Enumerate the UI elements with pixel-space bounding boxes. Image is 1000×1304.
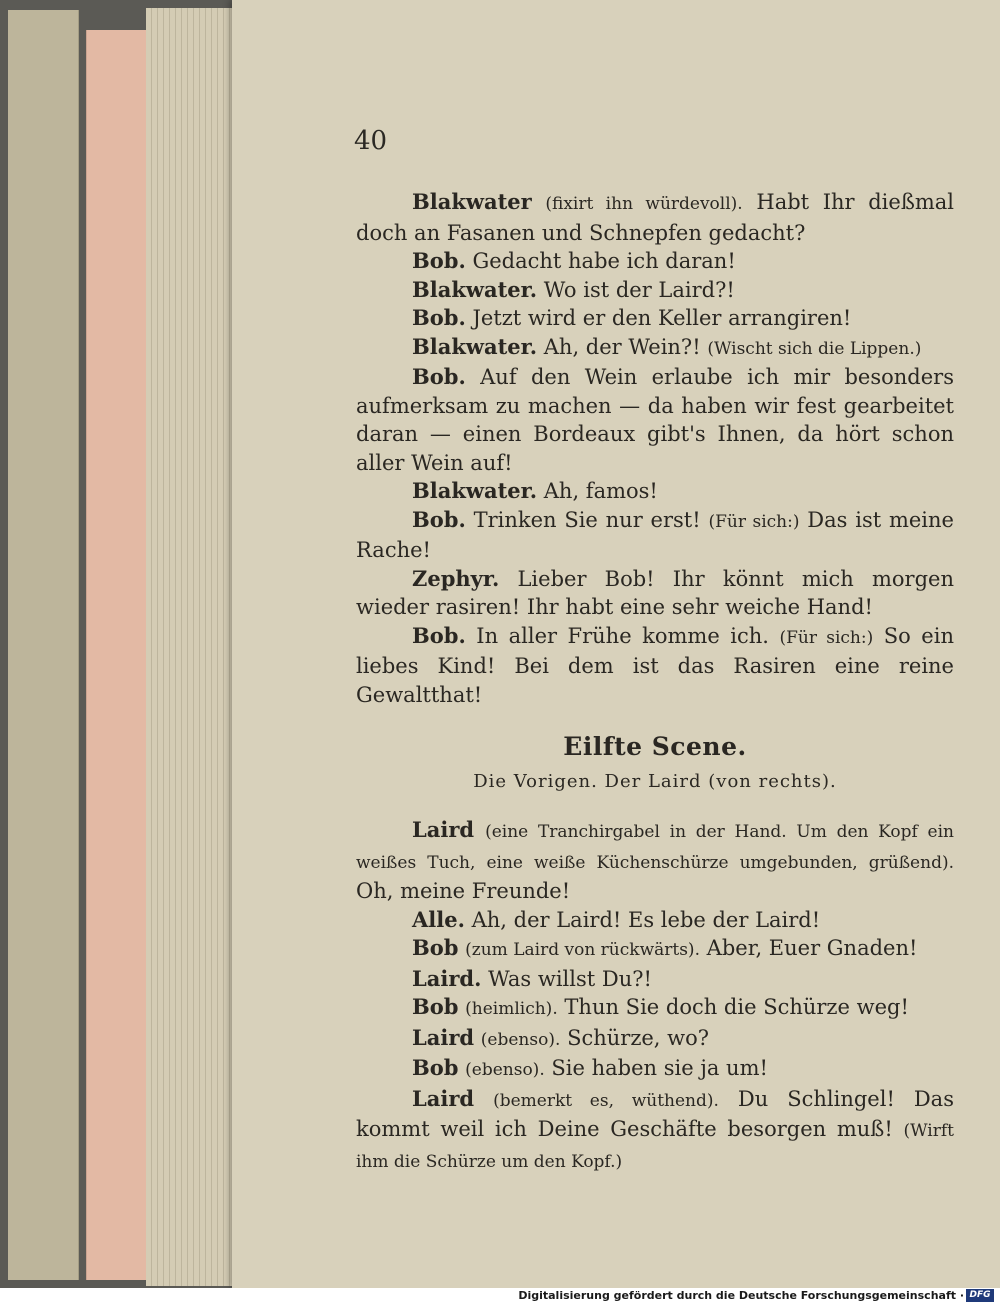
speaker-name: Bob. — [412, 305, 466, 330]
dialogue-text: Ah, famos! — [543, 479, 658, 503]
dialogue-line — [356, 506, 954, 565]
page-number: 40 — [354, 126, 388, 156]
stage-direction: (zum Laird von rückwärts). — [465, 940, 700, 960]
speaker-name: Laird — [412, 817, 475, 842]
dialogue-text: Trinken Sie nur erst! — [473, 507, 701, 532]
speaker-name: Blakwater. — [412, 333, 538, 359]
speaker-name: Laird — [412, 1024, 475, 1050]
speaker-name: Bob. — [412, 364, 466, 389]
stage-direction: (Für sich:) — [708, 511, 800, 532]
dialogue-line — [356, 622, 954, 710]
dialogue-line — [356, 906, 954, 935]
scene-cast: Die Vorigen. Der Laird (von rechts). — [473, 770, 837, 792]
speaker-name: Bob. — [412, 248, 466, 273]
dialogue-text: Schürze, wo? — [567, 1025, 710, 1050]
endpaper — [86, 30, 148, 1280]
cover-board — [8, 10, 79, 1280]
dialogue-line — [356, 1024, 954, 1055]
dialogue-text: Was willst Du?! — [488, 966, 652, 991]
dialogue-text: Thun Sie doch die Schürze weg! — [564, 995, 909, 1019]
stage-direction: (Wirft ihm die Schürze um den Kopf.) — [356, 1121, 954, 1172]
stage-direction: (heimlich). — [465, 999, 558, 1019]
stage-direction: (Für sich:) — [779, 627, 874, 648]
stage-direction: (Wischt sich die Lippen.) — [707, 338, 922, 359]
speaker-name: Bob — [412, 935, 459, 960]
speaker-name: Bob — [412, 994, 459, 1019]
play-text — [356, 188, 954, 1176]
dialogue-text: Das ist meine Rache! — [356, 507, 954, 562]
dialogue-text: In aller Frühe komme ich. — [476, 623, 769, 648]
dialogue-line — [356, 247, 954, 276]
dialogue-line — [356, 816, 954, 906]
dialogue-text: Ah, der Wein?! — [543, 334, 701, 359]
funding-credit: Digitalisierung gefördert durch die Deutsche Forschungsgemeinschaft · — [518, 1289, 964, 1302]
stage-direction: (ebenso). — [480, 1029, 561, 1050]
speaker-name: Bob — [412, 1055, 459, 1080]
dialogue-text: Auf den Wein erlaube ich mir besonders aufmerksam zu machen — da haben wir fest gearbeitet daran — einen Bordeaux gibt's Ihnen, da hört schon aller Wein auf! — [356, 365, 954, 475]
speaker-name: Blakwater. — [412, 276, 538, 302]
dialogue-line — [356, 965, 954, 994]
dialogue-line — [356, 565, 954, 622]
dialogue-text: So ein liebes Kind! Bei dem ist das Rasiren eine reine Gewaltthat! — [356, 623, 954, 707]
speaker-name: Bob. — [412, 622, 466, 648]
stage-direction: (eine Tranchirgabel in der Hand. Um den Kopf ein weißes Tuch, eine weiße Küchenschürze umgebunden, grüßend). — [356, 822, 954, 873]
dialogue-line — [356, 934, 954, 965]
dialogue-text: Oh, meine Freunde! — [356, 879, 571, 903]
dialogue-text: Aber, Euer Gnaden! — [706, 936, 918, 960]
dialogue-text: Du Schlingel! Das kommt weil ich Deine Geschäfte besorgen muß! — [356, 1086, 954, 1141]
dialogue-line — [356, 276, 954, 305]
dialogue-text: Wo ist der Laird?! — [543, 277, 735, 302]
speaker-name: Alle. — [412, 906, 465, 932]
stage-direction: (ebenso). — [465, 1060, 545, 1080]
dialogue-line — [356, 993, 954, 1024]
dialogue-line — [356, 333, 954, 364]
dialogue-text: Lieber Bob! Ihr könnt mich morgen wieder rasiren! Ihr habt eine sehr weiche Hand! — [356, 566, 954, 619]
speaker-name: Laird — [412, 1085, 475, 1111]
dialogue-line — [356, 188, 954, 247]
page-edges — [146, 8, 246, 1286]
speaker-name: Bob. — [412, 506, 466, 532]
dialogue-text: Ah, der Laird! Es lebe der Laird! — [471, 907, 821, 932]
dialogue-text: Habt Ihr dießmal doch an Fasanen und Schnepfen gedacht? — [356, 190, 954, 245]
speaker-name: Blakwater. — [412, 478, 538, 503]
speaker-name: Laird. — [412, 965, 482, 991]
dfg-logo: DFG — [966, 1289, 994, 1302]
stage-direction: (bemerkt es, wüthend). — [493, 1090, 719, 1111]
dialogue-line — [356, 1054, 954, 1085]
dialogue-text: Sie haben sie ja um! — [551, 1056, 768, 1080]
speaker-name: Blakwater — [412, 189, 532, 214]
dialogue-text: Gedacht habe ich daran! — [472, 249, 736, 273]
speaker-name: Zephyr. — [412, 565, 500, 591]
dialogue-line — [356, 1085, 954, 1177]
dialogue-text: Jetzt wird er den Keller arrangiren! — [472, 306, 852, 330]
scene-heading: Eilfte Scene. — [563, 732, 747, 761]
dialogue-line — [356, 477, 954, 506]
dialogue-line — [356, 363, 954, 477]
stage-direction: (fixirt ihn würdevoll). — [545, 194, 743, 214]
dialogue-line — [356, 304, 954, 333]
